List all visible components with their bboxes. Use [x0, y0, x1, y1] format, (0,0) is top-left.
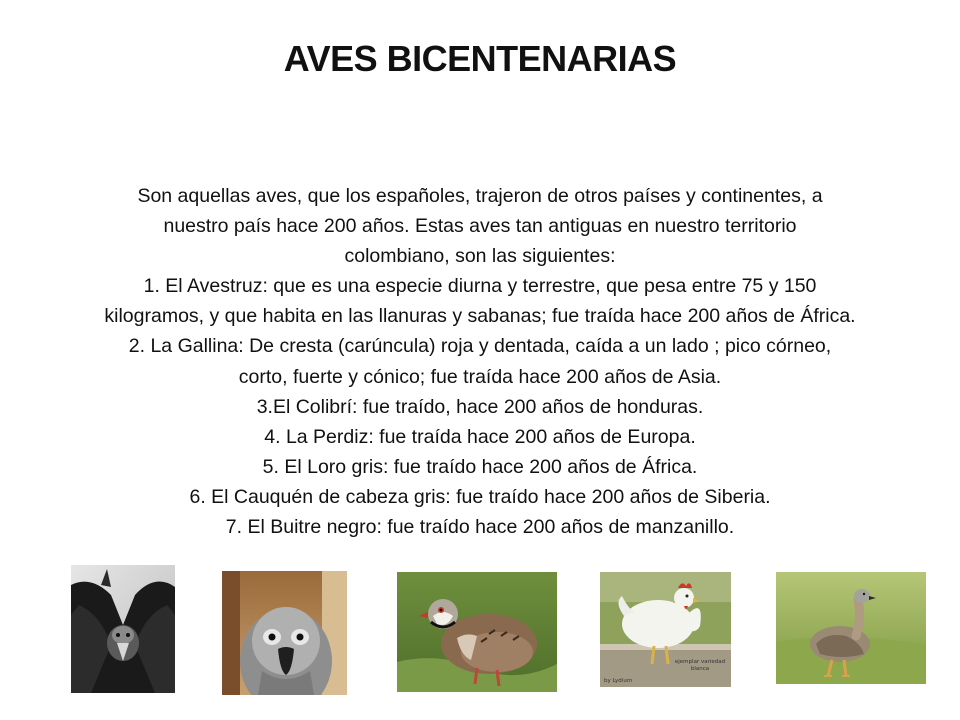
slide-title: AVES BICENTENARIAS [283, 38, 677, 79]
body-line: 1. El Avestruz: que es una especie diurna y terrestre, que pesa entre 75 y 150 [143, 275, 817, 298]
hen-photo-caption: blanca [690, 666, 710, 672]
body-line: nuestro país hace 200 años. Estas aves tan antiguas en nuestro territorio [163, 215, 797, 238]
hen-photo-credit: by Lydium [604, 678, 633, 684]
body-line: kilogramos, y que habita en las llanuras y sabanas; fue traída hace 200 años de África. [104, 305, 856, 328]
body-line: colombiano, son las siguientes: [344, 245, 616, 268]
body-line: 4. La Perdiz: fue traída hace 200 años de Europa. [264, 425, 696, 448]
body-line: 6. El Cauquén de cabeza gris: fue traído hace 200 años de Siberia. [189, 485, 771, 508]
body-line: 3.El Colibrí: fue traído, hace 200 años de honduras. [256, 395, 704, 418]
body-line: 7. El Buitre negro: fue traído hace 200 años de manzanillo. [225, 516, 735, 539]
partridge-photo [397, 572, 557, 692]
body-line: Son aquellas aves, que los españoles, trajeron de otros países y continentes, a [137, 185, 823, 207]
body-line: 2. La Gallina: De cresta (carúncula) roja y dentada, caída a un lado ; pico córneo, [128, 335, 832, 358]
body-line: 5. El Loro gris: fue traído hace 200 años de África. [262, 455, 698, 478]
hen-photo-caption: ejemplar variedad [674, 659, 726, 665]
vulture-photo [71, 565, 175, 693]
hen-photo [600, 572, 731, 687]
goose-photo [776, 572, 926, 684]
body-line: corto, fuerte y cónico; fue traída hace 200 años de Asia. [238, 365, 722, 388]
slide-body-text [40, 181, 920, 542]
parrot-photo [222, 571, 347, 695]
